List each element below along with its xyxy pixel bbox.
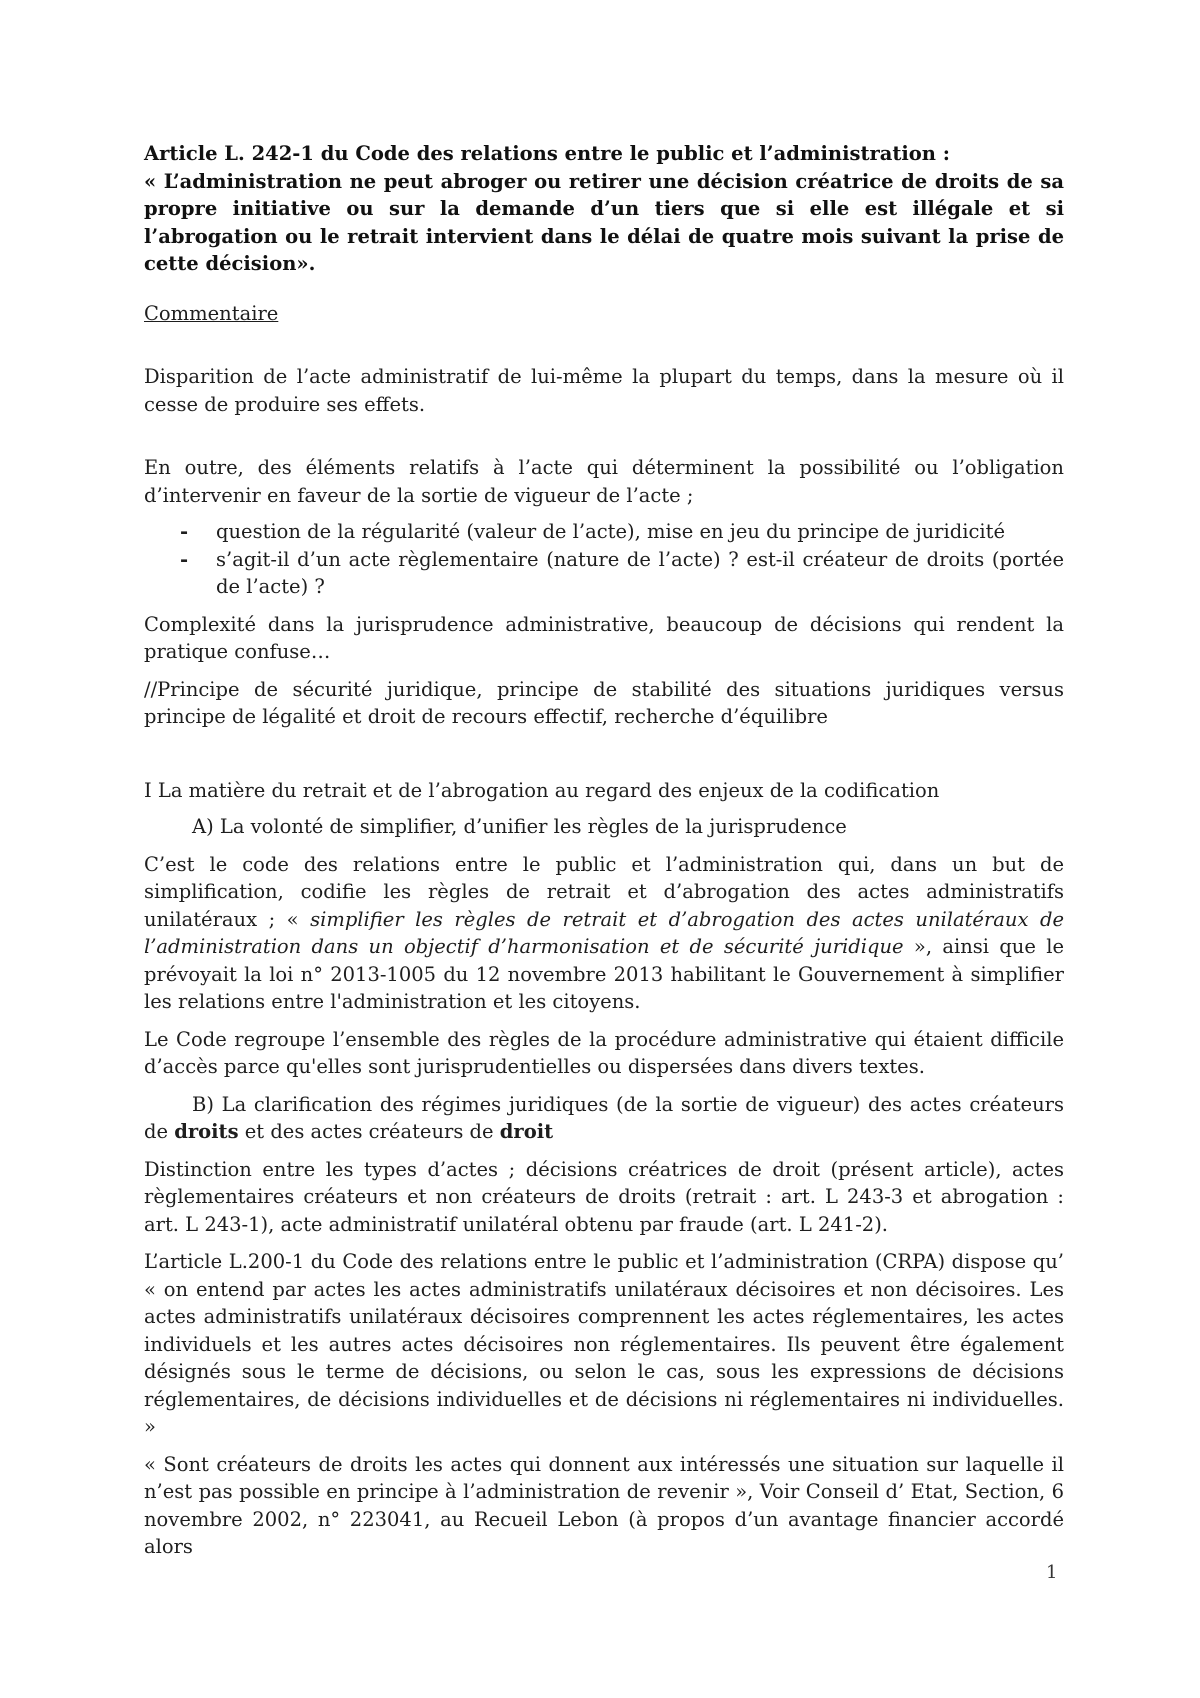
commentary-title: Commentaire (144, 301, 279, 325)
subsection-b-title: B) La clarification des régimes juridiques (de la sortie de vigueur) des actes créateurs de droits et des actes créateurs de droit (144, 1092, 1064, 1143)
subsection-a-title: A) La volonté de simplifier, d’unifier les règles de la jurisprudence (192, 815, 847, 838)
list-item: - s’agit-il d’un acte règlementaire (nature de l’acte) ? est-il créateur de droits (portée de l’acte) ? (180, 547, 1064, 598)
commentary-paragraph-1: Disparition de l’acte administratif de lui-même la plupart du temps, dans la mesure où il cesse de produire ses effets. (144, 365, 1064, 416)
section-a-paragraph-1: C’est le code des relations entre le public et l’administration qui, dans un but de simplification, codifie les règles de retrait et d’abrogation des actes administratifs unilatéraux ; « simplifier les règles de retrait et d’abrogation des actes unilatéraux de l’administration dans un objectif d’harmonisation et de sécurité juridique », ainsi que le prévoyait la loi n° 2013-1005 du 12 novembre 2013 habilitant le Gouvernement à simplifier les relations entre l'administration et les citoyens. (144, 852, 1064, 1013)
commentary-bullet-list (144, 518, 1064, 601)
section-b-paragraph-3: « Sont créateurs de droits les actes qui donnent aux intéressés une situation sur laquelle il n’est pas possible en principe à l’administration de revenir », Voir Conseil d’ Etat, Section, 6 novembre 2002, n° 223041, au Recueil Lebon (à propos d’un avantage financier accordé alors (144, 1452, 1064, 1558)
section-1-title: I La matière du retrait et de l’abrogation au regard des enjeux de la codification (144, 778, 940, 802)
section-a-paragraph-2: Le Code regroupe l’ensemble des règles de la procédure administrative qui étaient difficile d’accès parce qu'elles sont jurisprudentielles ou dispersées dans divers textes. (144, 1027, 1064, 1078)
commentary-paragraph-2: En outre, des éléments relatifs à l’acte qui déterminent la possibilité ou l’obligation d’intervenir en faveur de la sortie de vigueur de l’acte ; (144, 456, 1064, 507)
article-heading: Article L. 242-1 du Code des relations entre le public et l’administration : (144, 142, 950, 165)
document-page (144, 140, 1064, 1561)
article-quote: « L’administration ne peut abroger ou retirer une décision créatrice de droits de sa propre initiative ou sur la demande d’un tiers que si elle est illégale et si l’abrogation ou le retrait intervient dans le délai de quatre mois suivant la prise de cette décision». (144, 169, 1064, 275)
commentary-paragraph-4: //Principe de sécurité juridique, principe de stabilité des situations juridiques versus principe de légalité et droit de recours effectif, recherche d’équilibre (144, 677, 1064, 728)
section-b-paragraph-2: L’article L.200-1 du Code des relations entre le public et l’administration (CRPA) dispose qu’ « on entend par actes les actes administratifs unilatéraux décisoires et non décisoires. Les actes administratifs unilatéraux décisoires comprennent les actes réglementaires, les actes individuels et les autres actes décisoires non réglementaires. Ils peuvent être également désignés sous le terme de décisions, ou selon le cas, sous les expressions de décisions réglementaires, de décisions individuelles et de décisions ni réglementaires ni individuelles. » (144, 1250, 1064, 1438)
bullet-marker: - (180, 547, 189, 571)
bullet-marker: - (180, 520, 189, 543)
page-number: 1 (1046, 1562, 1058, 1583)
commentary-paragraph-3: Complexité dans la jurisprudence administrative, beaucoup de décisions qui rendent la pratique confuse… (144, 612, 1064, 663)
section-b-paragraph-1: Distinction entre les types d’actes ; décisions créatrices de droit (présent article), actes règlementaires créateurs et non créateurs de droits (retrait : art. L 243-3 et abrogation : art. L 243-1), acte administratif unilatéral obtenu par fraude (art. L 241-2). (144, 1157, 1064, 1236)
list-item: - question de la régularité (valeur de l’acte), mise en jeu du principe de juridicité (144, 518, 1064, 546)
